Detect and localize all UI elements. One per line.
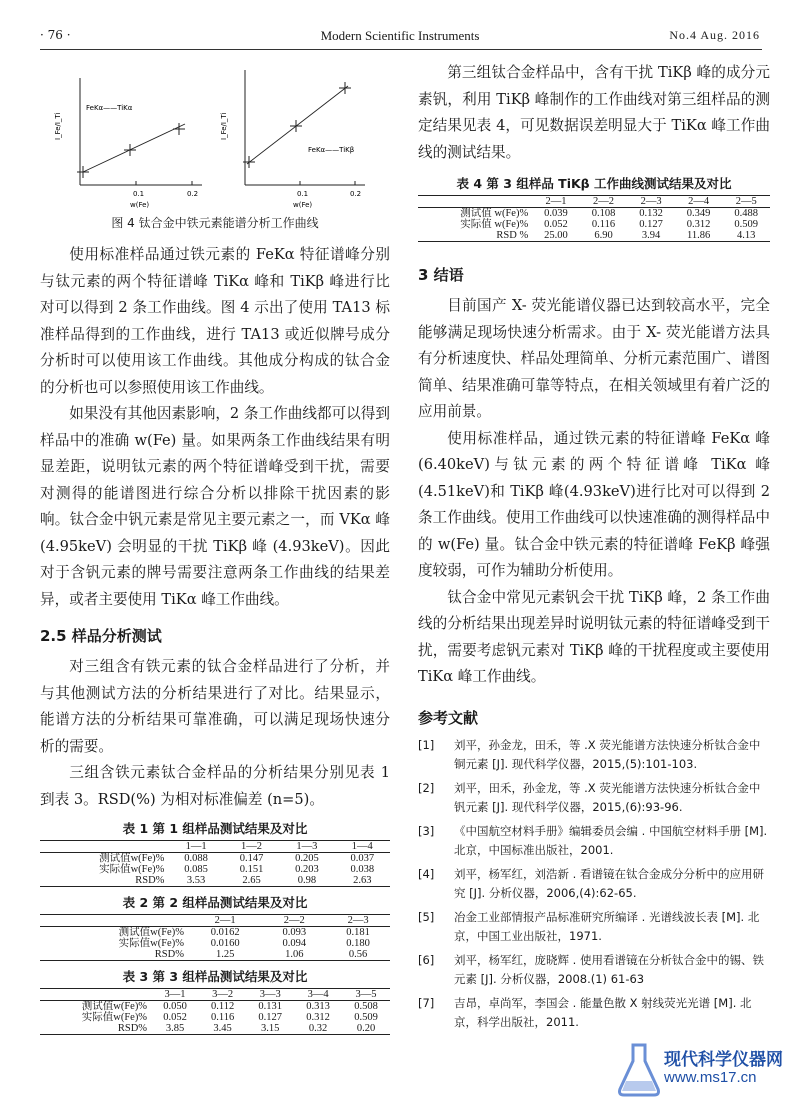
plot1-xlabel: w(Fe)	[130, 201, 150, 209]
reference-item	[418, 951, 770, 989]
reference-list	[418, 736, 770, 1032]
watermark-url: www.ms17.cn	[664, 1069, 757, 1086]
row-label: 测试值w(Fe)%	[81, 1001, 148, 1012]
table-cell: 0.203	[295, 864, 319, 875]
plot1-ylabel: I_Fe/I_Ti	[54, 112, 62, 140]
table-header: 1—1	[168, 841, 223, 853]
table-header: 2—2	[580, 196, 628, 208]
table-cell: 0.147	[239, 853, 264, 864]
table-cell: 3.85	[165, 1023, 185, 1034]
reference-number: [2]	[418, 780, 435, 795]
reference-text: 刘平，杨军红，刘浩新 . 看谱镜在钛合金成分分析中的应用研究 [J]. 分析仪器，2006,(4):62-65.	[454, 866, 764, 900]
table-cell: 0.050	[163, 1001, 187, 1012]
reference-item	[418, 908, 770, 946]
reference-item	[418, 779, 770, 817]
journal-name: Modern Scientific Instruments	[320, 28, 480, 43]
header-rule	[40, 49, 762, 50]
table-cell: 0.108	[591, 208, 616, 219]
table-3	[40, 988, 390, 1035]
table-cell: 2.63	[353, 875, 372, 886]
table-cell: 0.312	[686, 219, 711, 230]
table-cell: 0.32	[308, 1023, 328, 1034]
table-cell: 0.98	[297, 875, 317, 886]
table-cell: 0.488	[734, 208, 758, 219]
paragraph: 使用标准样品，通过铁元素的特征谱峰 FeKα 峰(6.40keV)与钛元素的两个特征谱峰 TiKα 峰(4.51keV)和 TiKβ 峰(4.93keV)进行比对可以得到 2 条工作曲线。使用工作曲线可以快速准确的测得样品中的 w(Fe) 量。钛合金中铁元素的特征谱峰 FeKβ 峰强度较弱，可作为辅助分析使用。	[418, 429, 770, 579]
table-header: 3—5	[342, 989, 390, 1001]
row-label: RSD %	[496, 230, 529, 241]
table-cell: 0.127	[639, 219, 663, 230]
table-header: 1—2	[224, 841, 279, 853]
table-cell: 0.085	[184, 864, 208, 875]
paragraph: 第三组钛合金样品中，含有干扰 TiKβ 峰的成分元素钒，利用 TiKβ 峰制作的工作曲线对第三组样品的测定结果见表 4，可见数据误差明显大于 TiKα 峰工作曲线的测试结果。	[418, 64, 770, 161]
reference-number: [7]	[418, 995, 435, 1010]
row-label: RSD%	[154, 949, 184, 960]
table-cell: 0.180	[346, 938, 370, 949]
table-cell: 0.052	[163, 1012, 187, 1023]
table-cell: 0.116	[591, 219, 616, 230]
plot2-xtick-2: 0.2	[350, 190, 362, 198]
figure-caption: 图 4 钛合金中铁元素能谱分析工作曲线	[111, 216, 319, 230]
table-cell: 0.052	[544, 219, 568, 230]
figure-4	[40, 60, 390, 238]
table-cell: 0.20	[356, 1023, 376, 1034]
table-row	[40, 875, 390, 887]
table-cell: 0.116	[210, 1012, 235, 1023]
reference-text: 刘平，孙金龙，田禾，等 .X 荧光能谱方法快速分析钛合金中铜元素 [J]. 现代科学仪器，2015,(5):101-103.	[454, 737, 761, 771]
table-row	[40, 1023, 390, 1035]
table-cell: 0.039	[544, 208, 568, 219]
paragraph: 钛合金中常见元素钒会干扰 TiKβ 峰，2 条工作曲线的分析结果出现差异时说明钛元素的特征谱峰受到干扰，需要考虑钒元素对 TiKβ 峰的干扰程度或主要使用 TiKα 峰工作曲线。	[418, 588, 770, 685]
paragraph: 使用标准样品通过铁元素的 FeKα 特征谱峰分别与钛元素的两个特征谱峰 TiKα 峰和 TiKβ 峰进行比对可以得到 2 条工作曲线。图 4 示出了使用 TA13 标准样品得到的工作曲线，进行 TA13 或近似牌号成分分析时可以使用该工作曲线。其他成分构成的钛合金的分析也可以参照使用该工作曲线。	[40, 246, 390, 396]
table-row	[418, 208, 770, 220]
table-header: 2—1	[532, 196, 580, 208]
table-cell: 0.093	[282, 927, 307, 938]
table-cell: 3.94	[641, 230, 661, 241]
table-header: 2—1	[188, 915, 262, 927]
reference-item	[418, 822, 770, 860]
table-row	[418, 219, 770, 230]
table-header: 1—3	[279, 841, 334, 853]
reference-text: 冶金工业部情报产品标准研究所编译 . 光谱线波长表 [M]. 北京，中国工业出版社，1971.	[454, 909, 760, 943]
watermark	[616, 1041, 786, 1101]
row-label: 测试值 w(Fe)%	[460, 208, 529, 219]
table-header: 2—2	[262, 915, 326, 927]
reference-number: [4]	[418, 866, 435, 881]
table-header	[418, 196, 532, 208]
page-number: · 76 ·	[40, 28, 71, 42]
paragraph: 目前国产 X- 荧光能谱仪器已达到较高水平，完全能够满足现场快速分析需求。由于 X- 荧光能谱方法具有分析速度快、样品处理简单、分析元素范围广、谱图简单、结果准确可靠等特点，在相关领域里有着广泛的应用前景。	[418, 297, 770, 420]
table-cell: 0.56	[348, 949, 368, 960]
reference-text: 刘平，杨军红，庞晓辉 . 使用看谱镜在分析钛合金中的锡、铁元素 [J]. 分析仪器，2008.(1) 61-63	[454, 952, 764, 986]
table-cell: 0.509	[354, 1012, 378, 1023]
table-row	[40, 938, 390, 949]
reference-number: [5]	[418, 909, 435, 924]
table-cell: 3.45	[213, 1023, 232, 1034]
table-cell: 0.132	[639, 208, 663, 219]
table-cell: 0.127	[258, 1012, 283, 1023]
table-cell: 0.509	[734, 219, 758, 230]
table-1	[40, 840, 390, 887]
section-heading-2-5: 2.5 样品分析测试	[40, 627, 162, 645]
references-heading: 参考文献	[418, 708, 479, 727]
table-cell: 25.00	[544, 230, 568, 241]
table-cell: 0.313	[306, 1001, 330, 1012]
table-header: 3—3	[246, 989, 294, 1001]
page-header	[40, 28, 760, 46]
table-cell: 0.112	[210, 1001, 235, 1012]
table-cell: 4.13	[737, 230, 756, 241]
table-header: 2—3	[627, 196, 675, 208]
table-row	[40, 1001, 390, 1013]
table-cell: 0.038	[350, 864, 375, 875]
reference-text: 刘平，田禾，孙金龙，等 .X 荧光能谱方法快速分析钛合金中钒元素 [J]. 现代科学仪器，2015,(6):93-96.	[454, 780, 761, 814]
row-label: 实际值w(Fe)%	[81, 1012, 148, 1023]
figure-4-plots	[40, 60, 390, 210]
table-header: 3—2	[199, 989, 246, 1001]
table-row	[40, 1012, 390, 1023]
table-header	[40, 915, 188, 927]
table-header: 1—4	[335, 841, 390, 853]
reference-number: [6]	[418, 952, 435, 967]
right-column	[418, 60, 770, 1037]
section-heading-3: 3 结语	[418, 266, 464, 284]
table-4-title: 表 4 第 3 组样品 TiKβ 工作曲线测试结果及对比	[456, 176, 732, 191]
reference-item	[418, 865, 770, 903]
reference-item	[418, 994, 770, 1032]
table-row	[40, 853, 390, 865]
reference-text: 《中国航空材料手册》编辑委员会编 . 中国航空材料手册 [M]. 北京，中国标准出版社，2001.	[454, 823, 768, 857]
paragraph: 如果没有其他因素影响，2 条工作曲线都可以得到样品中的准确 w(Fe) 量。如果两条工作曲线结果有明显差距，说明钛元素的两个特征谱峰受到干扰，需要对测得的能谱图进行综合分析以排除干扰因素的影响。钛合金中钒元素是常见主要元素之一，而 VKα 峰 (4.95keV) 会明显的干扰 TiKβ 峰 (4.93keV)。因此对于含钒元素的牌号需要注意两条工作曲线的结果差异，或者主要使用 TiKα 峰工作曲线。	[40, 405, 390, 608]
plot1-xtick-2: 0.2	[187, 190, 199, 198]
plot2-xtick-1: 0.1	[297, 190, 309, 198]
flask-logo-icon	[616, 1041, 662, 1097]
row-label: RSD%	[117, 1023, 148, 1034]
reference-number: [1]	[418, 737, 435, 752]
table-row	[40, 949, 390, 961]
reference-text: 吉昂，卓尚军，李国会 . 能量色散 X 射线荧光光谱 [M]. 北京，科学出版社，2011.	[454, 995, 752, 1029]
row-label: 实际值w(Fe)%	[118, 938, 184, 949]
table-cell: 1.25	[215, 949, 235, 960]
left-column	[40, 60, 390, 1035]
paragraph: 三组含铁元素钛合金样品的分析结果分别见表 1 到表 3。RSD(%) 为相对标准偏差 (n=5)。	[40, 764, 390, 808]
table-cell: 0.037	[350, 853, 375, 864]
table-4	[418, 195, 770, 242]
table-cell: 2.65	[242, 875, 261, 886]
watermark-name: 现代科学仪器网	[664, 1050, 783, 1070]
table-cell: 0.0160	[210, 938, 240, 949]
table-2-title: 表 2 第 2 组样品测试结果及对比	[122, 895, 308, 910]
row-label: RSD%	[135, 875, 165, 886]
table-3-title: 表 3 第 3 组样品测试结果及对比	[122, 969, 308, 984]
table-cell: 0.312	[306, 1012, 330, 1023]
plot2-xlabel: w(Fe)	[293, 201, 313, 209]
paragraph: 对三组含有铁元素的钛合金样品进行了分析，并与其他测试方法的分析结果进行了对比。结果显示，能谱方法的分析结果可靠准确，可以满足现场快速分析的需要。	[40, 658, 390, 755]
table-cell: 1.06	[285, 949, 304, 960]
table-header	[40, 989, 151, 1001]
table-cell: 0.205	[295, 853, 319, 864]
table-header: 2—3	[326, 915, 390, 927]
table-cell: 6.90	[594, 230, 613, 241]
plot2-label: FeKα——TiKβ	[308, 146, 355, 154]
row-label: 测试值w(Fe)%	[118, 927, 184, 938]
table-cell: 0.181	[346, 927, 370, 938]
table-row	[418, 230, 770, 242]
table-row	[40, 927, 390, 939]
table-1-title: 表 1 第 1 组样品测试结果及对比	[122, 821, 308, 836]
row-label: 测试值w(Fe)%	[99, 853, 165, 864]
plot-fe-ka-ti-ka	[54, 78, 202, 209]
plot1-xtick-1: 0.1	[133, 190, 145, 198]
table-header: 3—1	[151, 989, 199, 1001]
row-label: 实际值w(Fe)%	[99, 864, 165, 875]
issue-info: No.4 Aug. 2016	[669, 28, 760, 42]
plot-fe-ka-ti-kb	[220, 70, 365, 209]
reference-item	[418, 736, 770, 774]
table-cell: 3.53	[186, 875, 206, 886]
table-cell: 0.131	[258, 1001, 283, 1012]
table-cell: 3.15	[261, 1023, 280, 1034]
table-header	[40, 841, 168, 853]
table-header: 2—5	[722, 196, 770, 208]
table-cell: 0.508	[354, 1001, 378, 1012]
table-cell: 0.088	[184, 853, 208, 864]
table-header: 2—4	[675, 196, 723, 208]
plot1-label: FeKα——TiKα	[86, 104, 133, 112]
table-cell: 0.349	[686, 208, 711, 219]
table-cell: 0.0162	[210, 927, 240, 938]
plot2-ylabel: I_Fe/I_Ti	[220, 112, 228, 140]
table-cell: 0.094	[282, 938, 307, 949]
table-2	[40, 914, 390, 961]
table-cell: 0.151	[239, 864, 264, 875]
table-row	[40, 864, 390, 875]
table-header: 3—4	[294, 989, 342, 1001]
reference-number: [3]	[418, 823, 435, 838]
row-label: 实际值 w(Fe)%	[460, 219, 529, 230]
table-cell: 11.86	[686, 230, 711, 241]
